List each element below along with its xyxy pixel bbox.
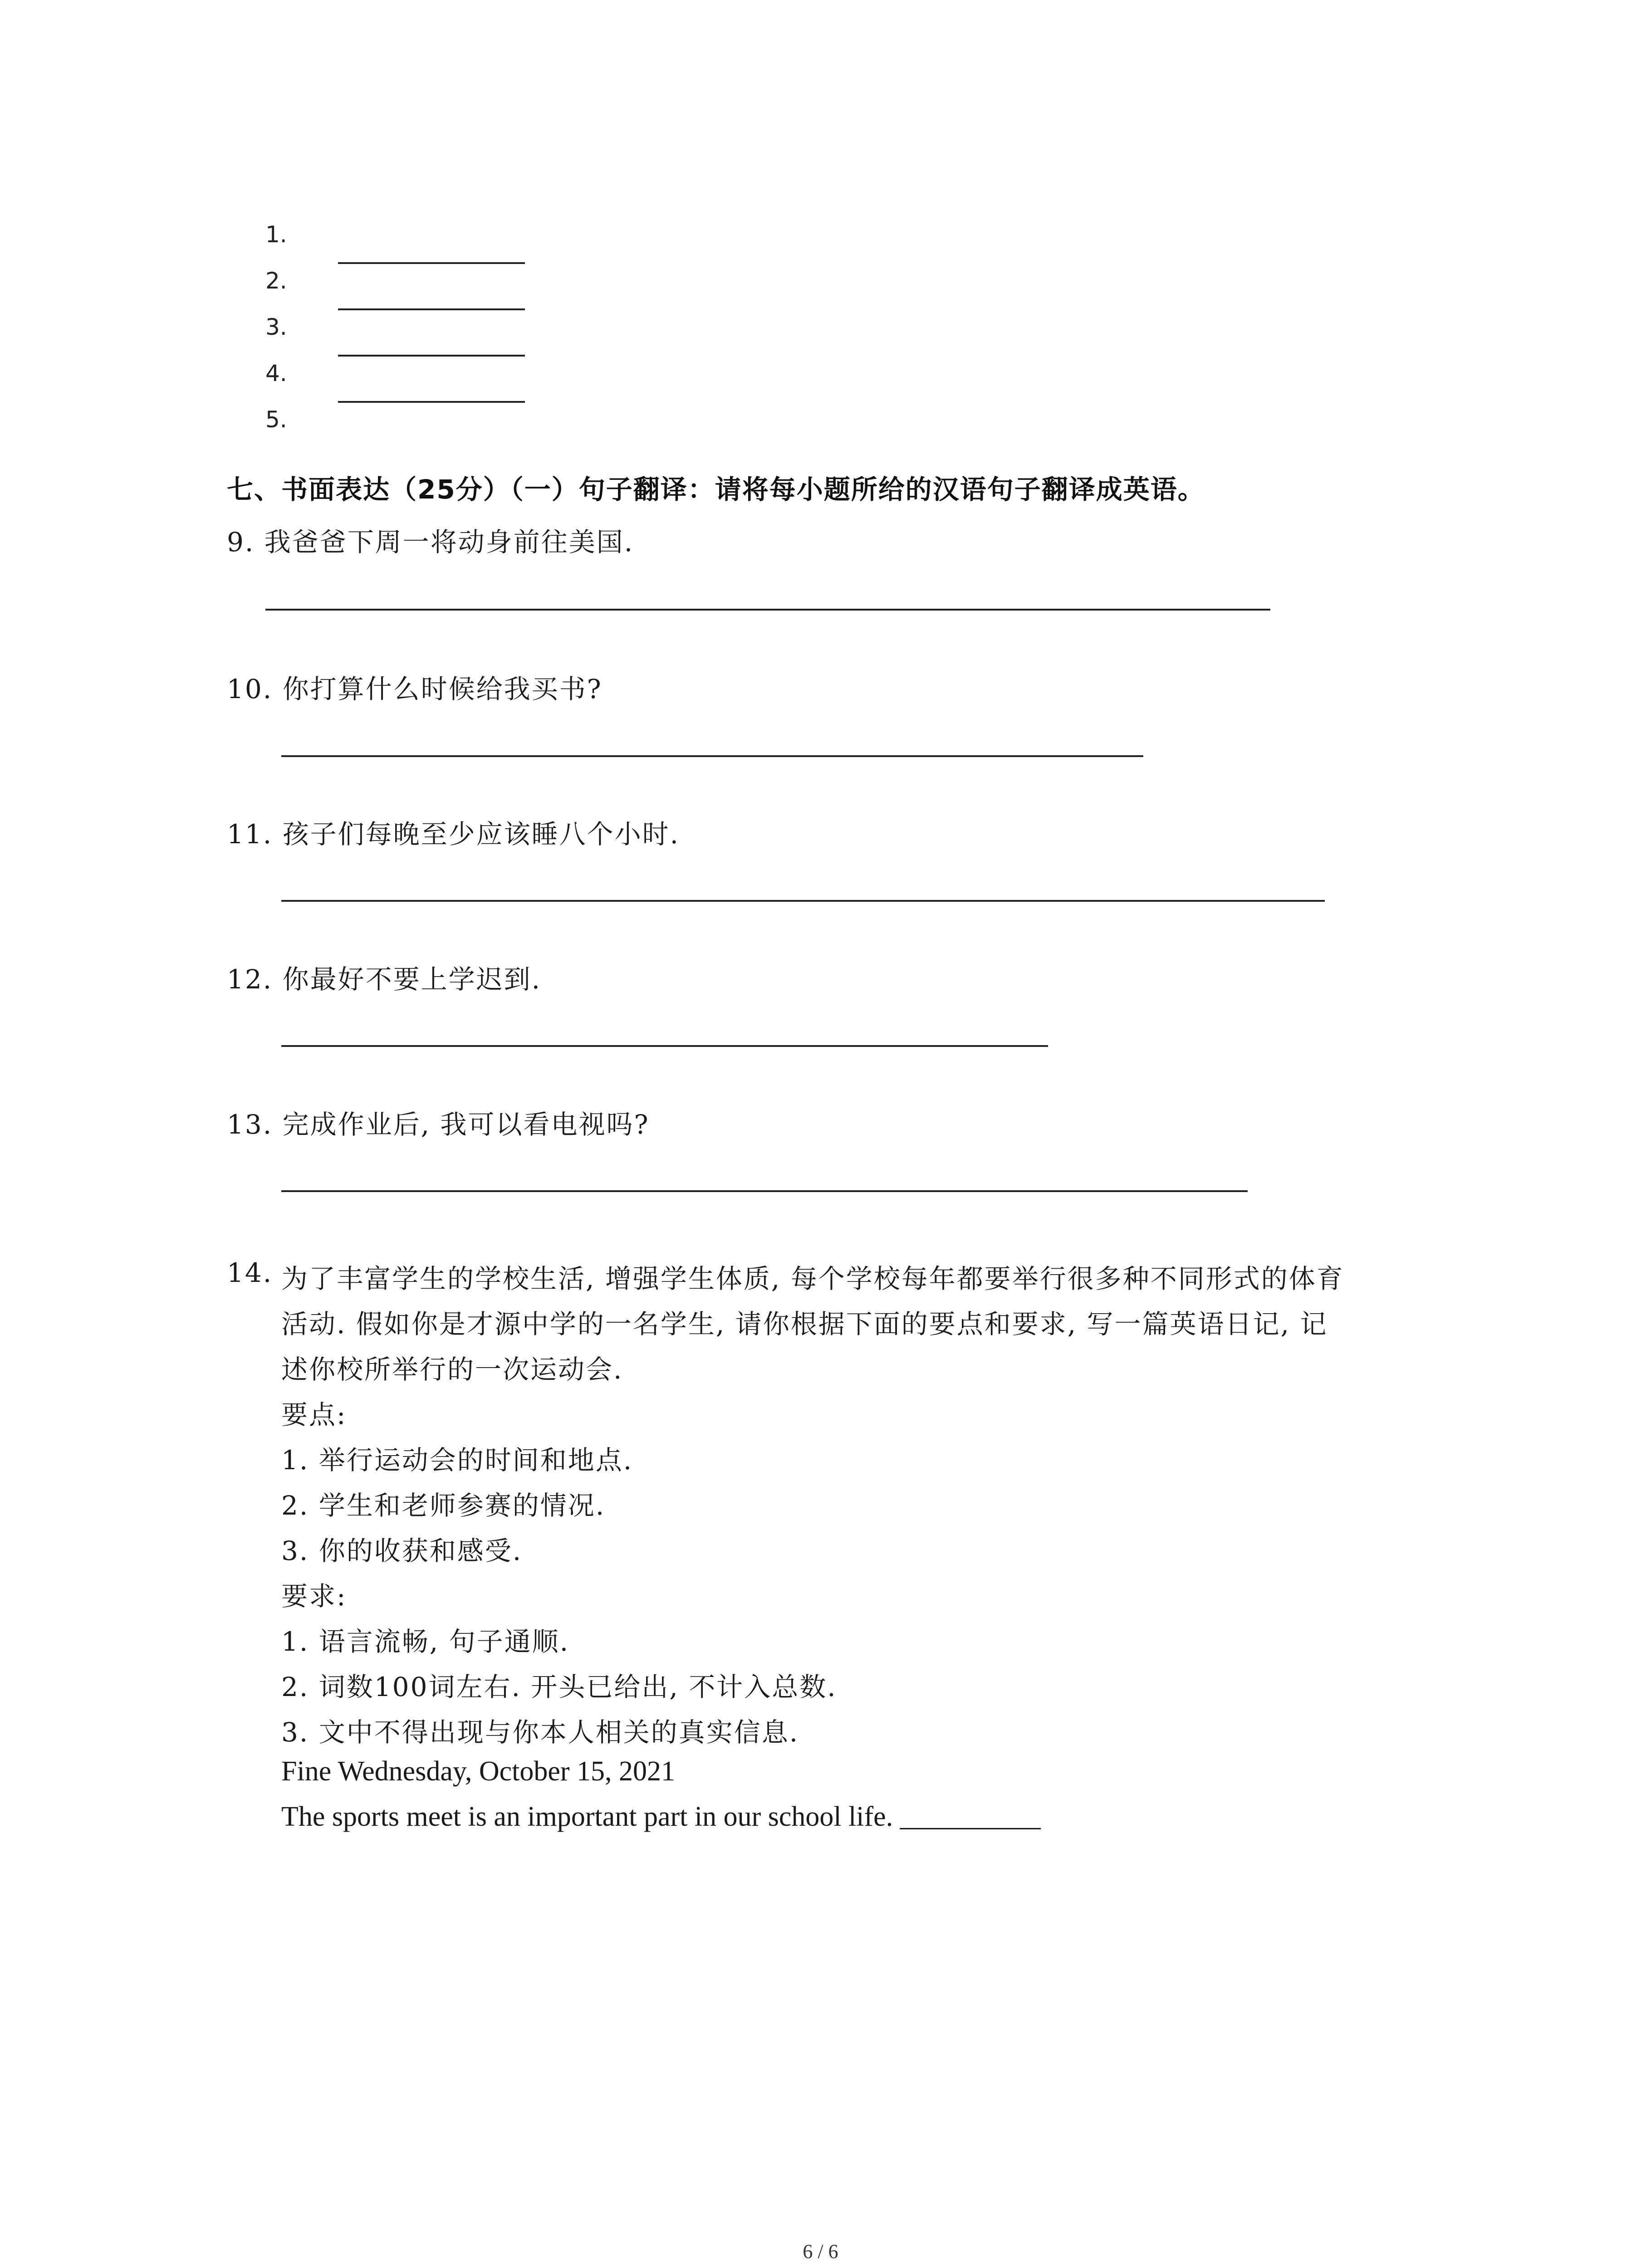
answer-number: 1. xyxy=(265,221,287,248)
question-11: 11. 孩子们每晚至少应该睡八个小时. xyxy=(227,819,680,850)
question-10: 10. 你打算什么时候给我买书? xyxy=(227,674,603,704)
diary-date-line: Fine Wednesday, October 15, 2021 xyxy=(281,1756,675,1787)
key-point-item: 1. 举行运动会的时间和地点. xyxy=(281,1445,633,1476)
question-13: 13. 完成作业后, 我可以看电视吗? xyxy=(227,1109,650,1140)
question-12: 12. 你最好不要上学迟到. xyxy=(227,964,542,995)
section-title: 七、书面表达（25分）（一）句子翻译：请将每小题所给的汉语句子翻译成英语。 xyxy=(227,474,1205,505)
answer-blank[interactable] xyxy=(338,401,525,403)
answer-number: 5. xyxy=(265,406,287,433)
requirement-item: 3. 文中不得出现与你本人相关的真实信息. xyxy=(281,1717,799,1748)
question-14-number: 14. xyxy=(227,1257,273,1288)
answer-blank-q12[interactable] xyxy=(281,1045,1048,1047)
requirements-heading: 要求: xyxy=(281,1581,347,1612)
answer-number: 3. xyxy=(265,314,287,340)
requirement-item: 1. 语言流畅, 句子通顺. xyxy=(281,1626,570,1657)
key-point-item: 2. 学生和老师参赛的情况. xyxy=(281,1490,606,1521)
answer-blank-q10[interactable] xyxy=(281,755,1143,757)
key-point-item: 3. 你的收获和感受. xyxy=(281,1535,523,1566)
page-number: 6 / 6 xyxy=(803,2240,838,2263)
answer-blank[interactable] xyxy=(338,262,525,264)
question-14-text-line: 述你校所举行的一次运动会. xyxy=(281,1354,623,1385)
question-9: 9. 我爸爸下周一将动身前往美国. xyxy=(227,527,634,557)
requirement-item: 2. 词数100词左右. 开头已给出, 不计入总数. xyxy=(281,1672,837,1702)
answer-number: 2. xyxy=(265,268,287,294)
answer-blank-q11[interactable] xyxy=(281,900,1325,902)
question-14-text-line: 活动. 假如你是才源中学的一名学生, 请你根据下面的要点和要求, 写一篇英语日记, 记 xyxy=(281,1309,1328,1339)
question-14-text-line: 为了丰富学生的学校生活, 增强学生体质, 每个学校每年都要举行很多种不同形式的体育 xyxy=(281,1263,1344,1294)
key-points-heading: 要点: xyxy=(281,1399,347,1430)
diary-opening-sentence: The sports meet is an important part in our school life. __________ xyxy=(281,1801,1041,1832)
answer-blank[interactable] xyxy=(338,355,525,357)
answer-blank[interactable] xyxy=(338,308,525,310)
answer-blank-q9[interactable] xyxy=(265,609,1270,611)
answer-number: 4. xyxy=(265,360,287,386)
answer-blank-q13[interactable] xyxy=(281,1190,1248,1192)
